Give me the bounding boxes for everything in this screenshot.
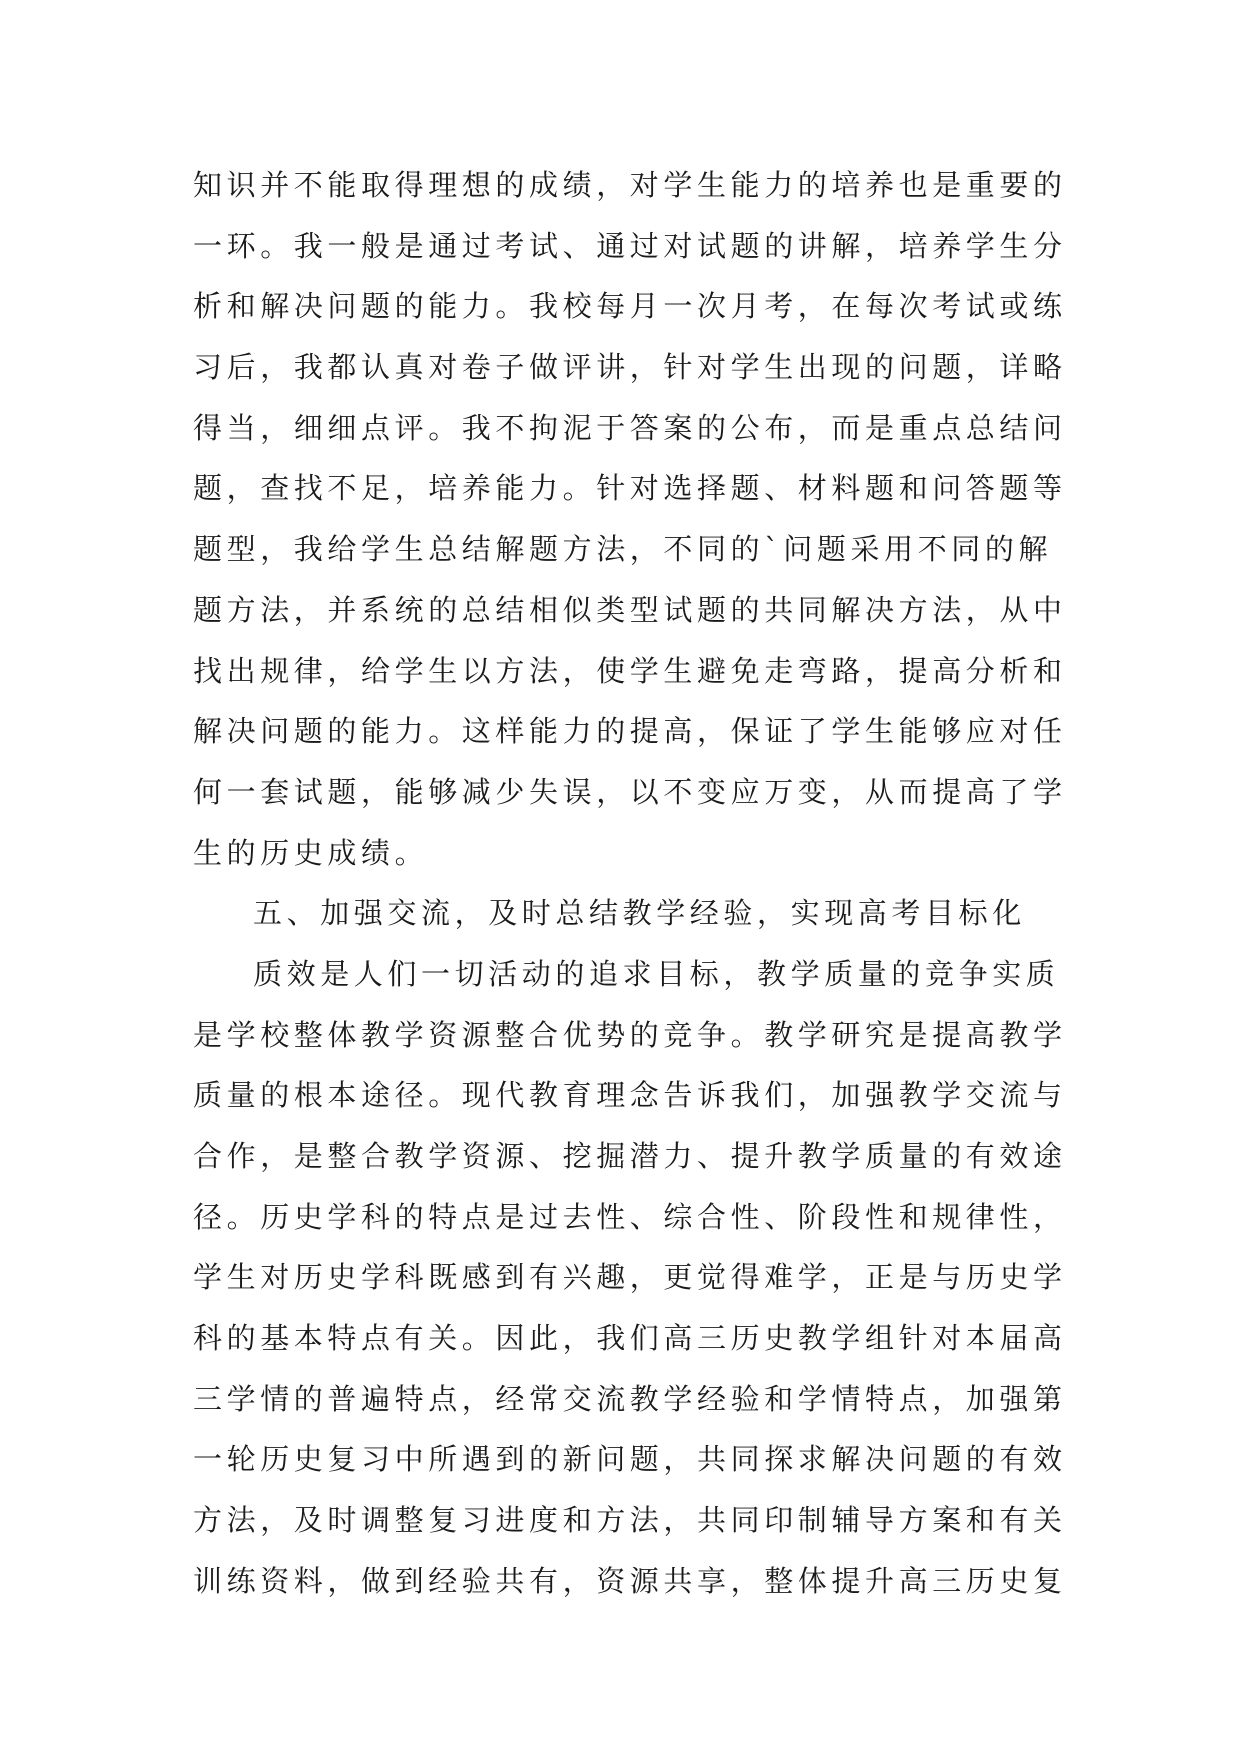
paragraph-line: 一轮历史复习中所遇到的新问题，共同探求解决问题的有效 — [193, 1442, 1067, 1477]
paragraph-line: 一环。我一般是通过考试、通过对试题的讲解，培养学生分 — [193, 228, 1067, 263]
paragraph-line: 解决问题的能力。这样能力的提高，保证了学生能够应对任 — [193, 714, 1067, 749]
paragraph-line: 题，查找不足，培养能力。针对选择题、材料题和问答题等 — [193, 471, 1067, 506]
document-body — [193, 155, 1073, 1612]
paragraph-line: 析和解决问题的能力。我校每月一次月考，在每次考试或练 — [193, 289, 1067, 324]
paragraph-line: 合作，是整合教学资源、挖掘潜力、提升教学质量的有效途 — [193, 1139, 1067, 1173]
section-heading: 五、加强交流，及时总结教学经验，实现高考目标化 — [253, 896, 1026, 931]
paragraph-line: 得当，细细点评。我不拘泥于答案的公布，而是重点总结问 — [193, 410, 1067, 445]
paragraph-line: 生的历史成绩。 — [193, 835, 429, 870]
paragraph-line: 题型，我给学生总结解题方法，不同的`问题采用不同的解 — [193, 532, 1053, 567]
paragraph-line: 方法，及时调整复习进度和方法，共同印制辅导方案和有关 — [193, 1503, 1067, 1538]
paragraph-line: 题方法，并系统的总结相似类型试题的共同解决方法，从中 — [193, 592, 1067, 627]
paragraph-line: 何一套试题，能够减少失误，以不变应万变，从而提高了学 — [193, 774, 1067, 809]
paragraph-line: 知识并不能取得理想的成绩，对学生能力的培养也是重要的 — [193, 168, 1067, 202]
paragraph-line: 找出规律，给学生以方法，使学生避免走弯路，提高分析和 — [193, 653, 1067, 688]
paragraph-line: 质量的根本途径。现代教育理念告诉我们，加强教学交流与 — [193, 1078, 1067, 1113]
paragraph-line: 质效是人们一切活动的追求目标，教学质量的竞争实质 — [253, 956, 1060, 991]
paragraph-line: 三学情的普遍特点，经常交流教学经验和学情特点，加强第 — [193, 1381, 1067, 1416]
paragraph-line: 习后，我都认真对卷子做评讲，针对学生出现的问题，详略 — [193, 350, 1067, 385]
paragraph-line: 径。历史学科的特点是过去性、综合性、阶段性和规律性， — [193, 1199, 1067, 1234]
paragraph-line: 训练资料，做到经验共有，资源共享，整体提升高三历史复 — [193, 1563, 1067, 1598]
paragraph-line: 科的基本特点有关。因此，我们高三历史教学组针对本届高 — [193, 1321, 1067, 1356]
paragraph-line: 学生对历史学科既感到有兴趣，更觉得难学，正是与历史学 — [193, 1260, 1067, 1295]
paragraph-line: 是学校整体教学资源整合优势的竞争。教学研究是提高教学 — [193, 1017, 1067, 1052]
